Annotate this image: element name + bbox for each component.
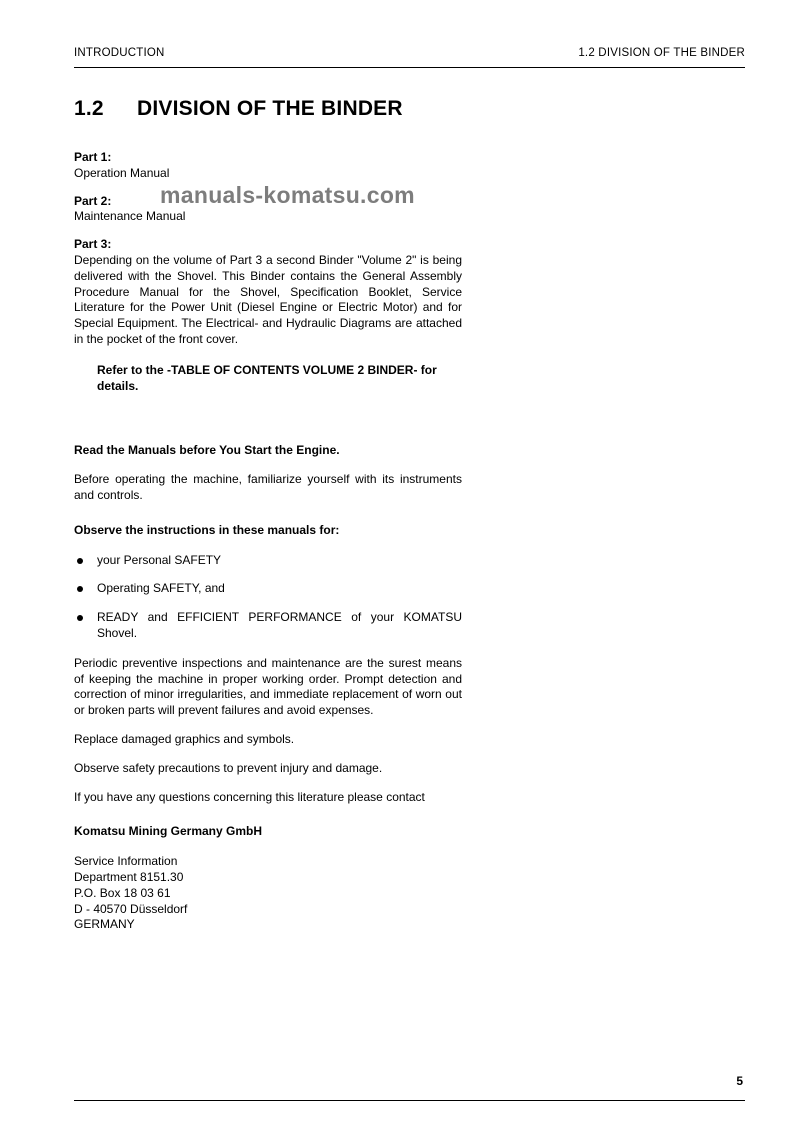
observe-heading: Observe the instructions in these manuals for: xyxy=(74,522,340,537)
address-line-service: Service Information xyxy=(74,854,178,869)
address-line-pobox: P.O. Box 18 03 61 xyxy=(74,885,171,900)
bullet-icon xyxy=(77,615,83,621)
header-left-text: INTRODUCTION xyxy=(74,47,165,59)
page-title-text: DIVISION OF THE BINDER xyxy=(137,97,403,120)
part-2-label: Part 2: xyxy=(74,193,112,208)
bullet-text: your Personal SAFETY xyxy=(97,552,222,567)
volume2-note: Refer to the -TABLE OF CONTENTS VOLUME 2 BINDER- for details. xyxy=(97,362,437,393)
footer-divider xyxy=(74,1100,745,1101)
read-manuals-text: Before operating the machine, familiarize yourself with its instruments and controls. xyxy=(74,472,462,502)
page-number: 5 xyxy=(736,1074,743,1088)
bullet-icon xyxy=(77,558,83,564)
paragraph-replace: Replace damaged graphics and symbols. xyxy=(74,731,295,746)
address-line-city: D - 40570 Düsseldorf xyxy=(74,901,188,916)
part-3-text: Depending on the volume of Part 3 a second Binder "Volume 2" is being delivered with the Shovel. This Binder contains the General Assembly Procedure Manual for the Shovel, Specification Booklet, Service Literature for the Power Unit (Diesel Engine or Electric Motor) and for Special Equipment. The Electrical- and Hydraulic Diagrams are attached in the pocket of the front cover. xyxy=(74,252,462,346)
part-2-text: Maintenance Manual xyxy=(74,209,186,224)
spacer xyxy=(74,394,462,443)
page-header xyxy=(74,47,745,59)
paragraph-periodic: Periodic preventive inspections and maintenance are the surest means of keeping the machine in proper working order. Prompt detection and correction of minor irregularities, and immediate replacement of worn out or broken parts will prevent failures and avoid expenses. xyxy=(74,655,462,718)
watermark-text: manuals-komatsu.com xyxy=(160,182,415,208)
address-line-country: GERMANY xyxy=(74,917,135,932)
header-divider xyxy=(74,67,745,68)
bullet-item-safety xyxy=(74,553,462,569)
header-right-text: 1.2 DIVISION OF THE BINDER xyxy=(578,47,745,59)
paragraph-questions: If you have any questions concerning this literature please contact xyxy=(74,789,425,804)
bullet-text: READY and EFFICIENT PERFORMANCE of your KOMATSU Shovel. xyxy=(97,610,462,640)
bullet-icon xyxy=(77,586,83,592)
bullet-text: Operating SAFETY, and xyxy=(97,581,225,596)
company-name: Komatsu Mining Germany GmbH xyxy=(74,824,263,839)
part-3-block xyxy=(74,237,462,348)
bullet-item-performance xyxy=(74,610,462,642)
part-1-label: Part 1: xyxy=(74,150,112,164)
part-1-text: Operation Manual xyxy=(74,165,170,180)
bullet-item-operating-safety xyxy=(74,581,462,597)
company-address xyxy=(74,854,462,933)
paragraph-observe-safety: Observe safety precautions to prevent injury and damage. xyxy=(74,760,383,775)
page-title xyxy=(74,97,403,121)
page-title-number: 1.2 xyxy=(74,97,104,120)
address-line-department: Department 8151.30 xyxy=(74,869,184,884)
main-content xyxy=(74,150,462,933)
part-1-block xyxy=(74,150,462,182)
read-manuals-heading: Read the Manuals before You Start the Engine. xyxy=(74,443,340,458)
part-2-block xyxy=(74,194,462,226)
part-3-label: Part 3: xyxy=(74,237,112,252)
bullet-list xyxy=(74,553,462,642)
